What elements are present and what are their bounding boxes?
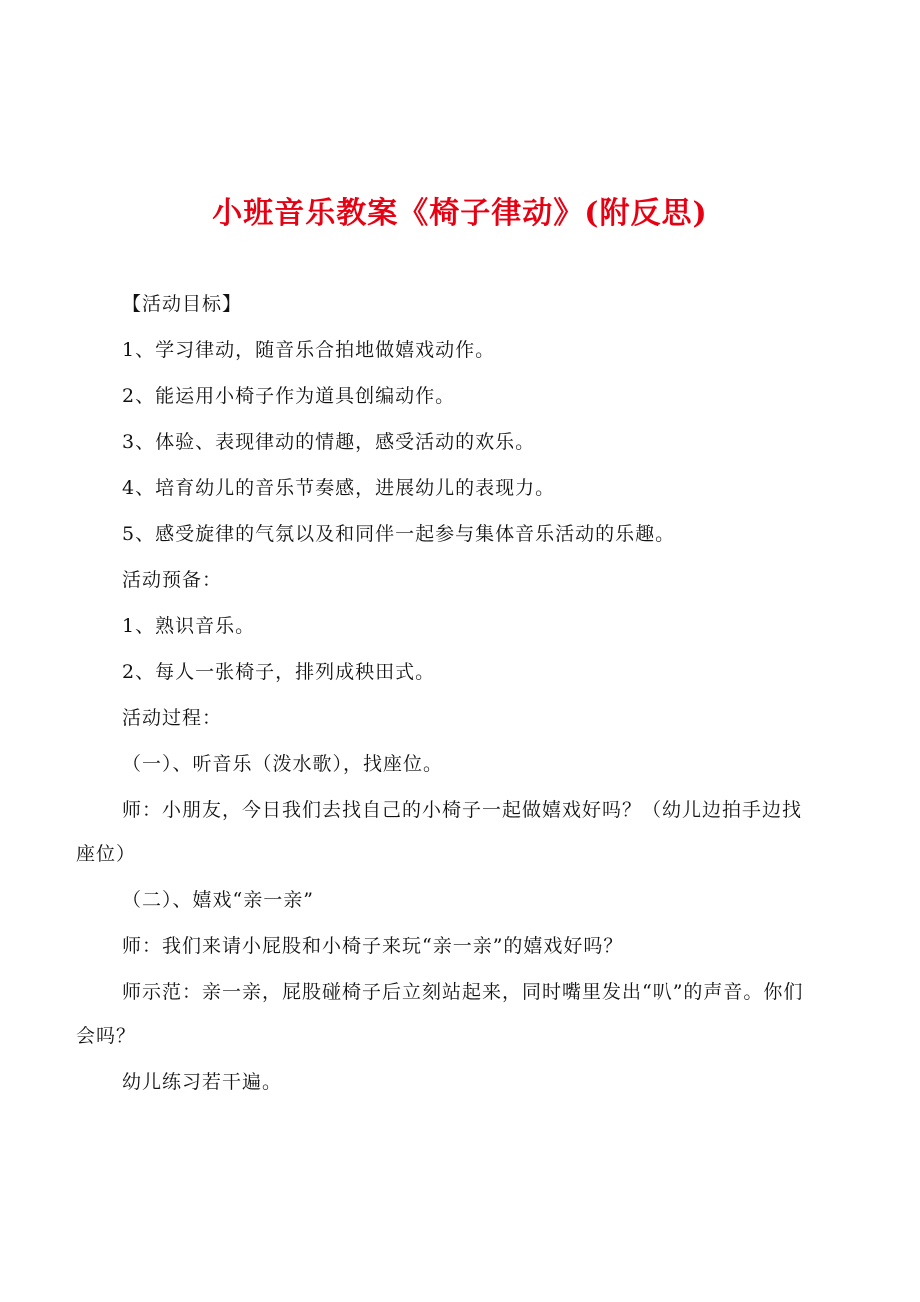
goal-item-4: 4、培育幼儿的音乐节奏感，进展幼儿的表现力。 bbox=[122, 477, 556, 499]
goal-item-2: 2、能运用小椅子作为道具创编动作。 bbox=[122, 385, 456, 407]
process-step-1-dialogue: 师：小朋友，今日我们去找自己的小椅子一起做嬉戏好吗？（幼儿边拍手边找座位） bbox=[76, 799, 803, 865]
section-heading-goals: 【活动目标】 bbox=[122, 293, 243, 315]
goal-item-3: 3、体验、表现律动的情趣，感受活动的欢乐。 bbox=[122, 431, 536, 453]
section-heading-preparation: 活动预备： bbox=[122, 569, 223, 591]
process-step-1-heading: （一）、听音乐（泼水歌），找座位。 bbox=[122, 753, 444, 775]
section-heading-process: 活动过程： bbox=[122, 707, 223, 729]
process-step-2-dialogue: 师：我们来请小屁股和小椅子来玩“亲一亲”的嬉戏好吗？ bbox=[122, 935, 624, 957]
process-step-2-demo: 师示范：亲一亲，屁股碰椅子后立刻站起来，同时嘴里发出“叭”的声音。你们会吗？ bbox=[76, 981, 804, 1047]
goal-item-5: 5、感受旋律的气氛以及和同伴一起参与集体音乐活动的乐趣。 bbox=[122, 523, 676, 545]
preparation-item-2: 2、每人一张椅子，排列成秧田式。 bbox=[122, 661, 436, 683]
process-step-2-practice: 幼儿练习若干遍。 bbox=[122, 1071, 283, 1093]
preparation-item-1: 1、熟识音乐。 bbox=[122, 615, 256, 637]
process-step-2-heading: （二）、嬉戏“亲一亲” bbox=[122, 889, 314, 911]
goal-item-1: 1、学习律动，随音乐合拍地做嬉戏动作。 bbox=[122, 339, 496, 361]
document-title: 小班音乐教案《椅子律动》(附反思) bbox=[212, 196, 708, 231]
document-body bbox=[76, 282, 812, 1104]
